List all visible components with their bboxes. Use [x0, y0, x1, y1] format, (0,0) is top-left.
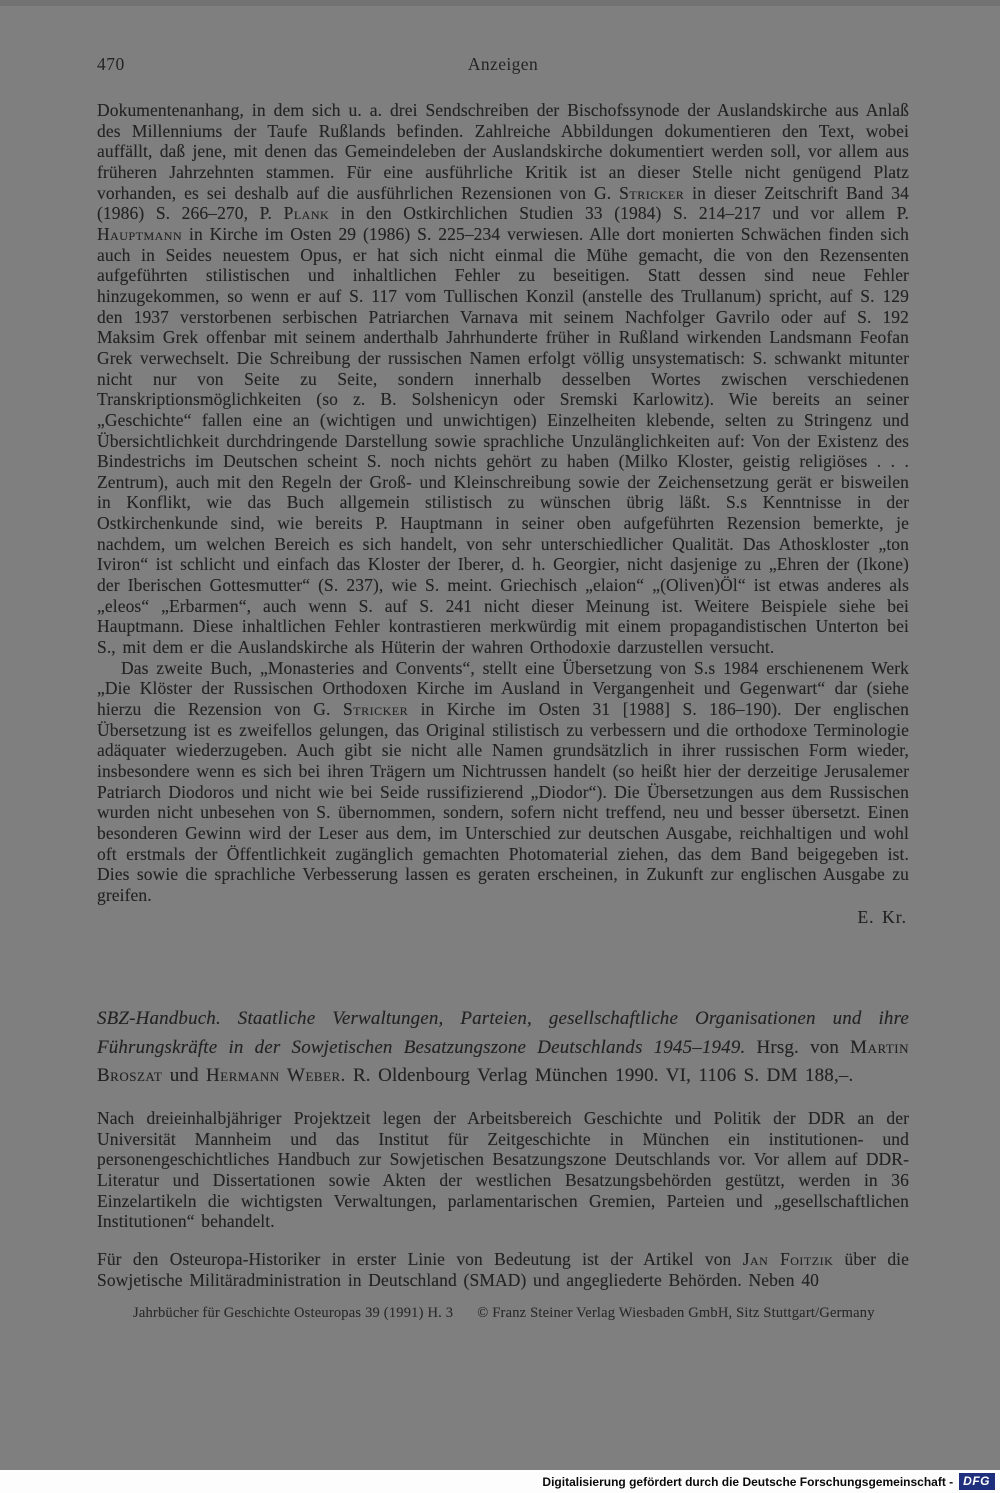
dfg-logo: DFG [959, 1473, 995, 1490]
text-segment: Nach dreieinhalbjähriger Projektzeit legen der Arbeitsbereich Geschichte und Politik der DDR an der Universität Mannheim und das Institut für Zeitgeschichte in München ein institutionen- und personengeschichtliches Handbuch zur Sowjetischen Besatzungszone Deutschlands vor. Vor allem auf DDR-Literatur und Dissertationen sowie Akten der westlichen Besatzungsbehörden gestützt, werden in 36 Einzelartikeln die wichtigsten Verwaltungen, parlamentarischen Gremien, Parteien und „gesellschaftlichen Institutionen“ behandelt. [97, 1108, 909, 1232]
text-segment: Dokumentenanhang, in dem sich u. a. drei Sendschreiben der Bischofssynode der Auslandskirche aus Anlaß des Millenniums der Taufe Rußlands befinden. Zahlreiche Abbildungen dokumentieren den Text, wobei auffällt, daß jene, mit denen das Gemeindeleben der Auslandskirche dokumentiert werden soll, vor allem aus früheren Jahrzehnten stammen. Für eine ausführliche Kritik ist an dieser Stelle nicht genügend Platz vorhanden, es sei deshalb auf die ausführlichen Rezensionen von G. [97, 100, 909, 203]
book-heading [97, 1005, 909, 1091]
new-review-section [97, 1005, 909, 1308]
text-segment: in Kirche im Osten 31 [1988] S. 186–190). Der englischen Übersetzung ist es zweifellos gelungen, das Original stilistisch zu verbessern und die orthodoxe Terminologie adäquater wiederzugeben. Auch gibt sie nicht alle Namen grundsätzlich in ihrer russischen Form wieder, insbesondere wenn es sich bei ihren Trägern um Nichtrussen handelt (so heißt hier der derzeitige Jerusalemer Patriarch Diodoros und nicht wie bei Seide russifizierend „Diodor“). Die Übersetzungen aus dem Russischen wurden nicht unbesehen von S. übernommen, sondern, sofern nicht treffend, neu und besser übersetzt. Einen besonderen Gewinn wird der Leser aus dem, im Unterschied zur deutschen Ausgabe, reichhaltigen und wohl oft erstmals der Öffentlichkeit zugänglich gemachten Photomaterial ziehen, das dem Band beigegeben ist. Dies sowie die sprachliche Verbesserung lassen es geraten erscheinen, in Zukunft zur englischen Ausgabe zu greifen. [97, 699, 909, 905]
page-number: 470 [97, 54, 125, 74]
paragraph [97, 100, 909, 658]
digitization-credit: Digitalisierung gefördert durch die Deutsche Forschungsgemeinschaft - [542, 1474, 954, 1489]
journal-footer [133, 1305, 913, 1322]
text-segment: und [162, 1065, 207, 1086]
text-segment: Das zweite Buch, „Monasteries and Convents“, stellt eine Übersetzung von S.s 1984 erschienenem Werk „Die Klöster der Russischen Orthodoxen Kirche im Ausland in Vergangenheit und Gegenwart“ dar (siehe hierzu die Rezension von G. [97, 657, 909, 720]
review-end-text [97, 100, 909, 927]
new-review-paragraphs [97, 1108, 909, 1291]
text-segment: Plank [283, 203, 330, 224]
text-segment: über die Sowjetische Militäradministration in Deutschland (SMAD) und angegliederte Behörden. Neben 40 [97, 1249, 910, 1291]
text-segment: Hrsg. von [745, 1036, 851, 1058]
text-segment: Jan Foitzik [742, 1249, 834, 1270]
text-segment: Hauptmann [97, 223, 183, 244]
running-title: Anzeigen [467, 54, 539, 74]
text-segment: in Kirche im Osten 29 (1986) S. 225–234 verwiesen. Alle dort monierten Schwächen finden sich auch in Seides neuestem Opus, er hat sich nicht einmal die Mühe gemacht, die von den Rezensenten aufgeführten stilistischen und inhaltlichen Fehler zu beseitigen. Statt dessen sind neue Fehler hinzugekommen, so wenn er auf S. 117 vom Tullischen Konzil (anstelle des Trullanum) spricht, auf S. 129 den 1937 verstorbenen serbischen Patriarchen Varnava mit seinem Nachfolger Gavrilo oder auf S. 192 Maksim Grek offenbar mit seinem anderthalb Jahrhunderte früher in Rußland wirkenden Landsmann Feofan Grek verwechselt. Die Schreibung der russischen Namen erfolgt völlig unsystematisch: S. schwankt mitunter nicht nur von Seite zu Seite, sondern innerhalb desselben Wortes zwischen verschiedenen Transkriptionsmöglichkeiten (so z. B. Solshenicyn oder Sremski Karlowitz). Wie bereits an seiner „Geschichte“ fallen eine an (wichtigen und unwichtigen) Einzelheiten klebende, selten zu Stringenz und Übersichtlichkeit durchdringende Darstellung sowie sprachliche Unzulänglichkeiten auf: Von der Existenz des Bindestrichs im Deutschen scheint S. noch nichts gehört zu haben (Milko Kloster, geistig religiöses . . . Zentrum), auch mit den Regeln der Groß- und Kleinschreibung sowie der Zeichensetzung gerät er bisweilen in Konflikt, wie das Buch allgemein stilistisch zu wünschen übrig läßt. S.s Kenntnisse in der Ostkirchenkunde sind, wie bereits P. Hauptmann in seiner oben aufgeführten Rezension bemerkte, je nachdem, um welchen Bereich es sich handelt, von sehr unterschiedlicher Qualität. Das Athoskloster „ton Iviron“ ist schlicht und einfach das Kloster der Iberer, d. h. Georgier, nicht dasjenige zu „Ehren der (Ikone) der Iberischen Gottesmutter“ (S. 237), wie S. meint. Griechisch „elaion“ „(Oliven)Öl“ ist etwas anderes als „eleos“ „Erbarmen“, auch wenn S. auf S. 241 nicht dieser Meinung ist. Weitere Beispiele siehe bei Hauptmann. Diese inhaltlichen Fehler kontrastieren merkwürdig mit einem propagandistischen Unterton bei S., mit dem er die Auslandskirche als Hüterin der wahren Orthodoxie darzustellen versucht. [97, 223, 909, 658]
text-segment: . R. Oldenbourg Verlag München 1990. VI, 1106 S. DM 188,–. [340, 1065, 854, 1086]
reviewer-signature: E. Kr. [857, 906, 907, 927]
paragraph [97, 1249, 909, 1290]
scan-edge-shadow [0, 0, 1000, 6]
digitization-bar [0, 1470, 1000, 1493]
paragraph [97, 658, 909, 906]
text-segment: in den Ostkirchlichen Studien 33 (1984) S. 214–217 und vor allem P. [329, 203, 909, 224]
text-segment: Stricker [619, 182, 685, 203]
copyright-notice: © Franz Steiner Verlag Wiesbaden GmbH, Sitz Stuttgart/Germany [477, 1305, 875, 1321]
page-header [97, 54, 909, 78]
text-segment: Stricker [343, 699, 409, 720]
paragraph [97, 1108, 909, 1232]
review-end-paragraphs [97, 100, 909, 906]
journal-citation: Jahrbücher für Geschichte Osteuropas 39 (1991) H. 3 [133, 1305, 454, 1321]
text-segment: SBZ-Handbuch. Staatliche Verwaltungen, Parteien, gesellschaftliche Organisationen und ihre Führungskräfte in der Sowjetischen Besatzungszone Deutschlands 1945–1949. [97, 1008, 909, 1058]
text-segment: in dieser Zeitschrift Band 34 (1986) S. 266–270, P. [97, 182, 909, 224]
text-segment: Hermann Weber [206, 1065, 341, 1086]
text-segment: Für den Osteuropa-Historiker in erster Linie von Bedeutung ist der Artikel von [97, 1249, 743, 1270]
text-segment: Martin Broszat [97, 1036, 910, 1086]
